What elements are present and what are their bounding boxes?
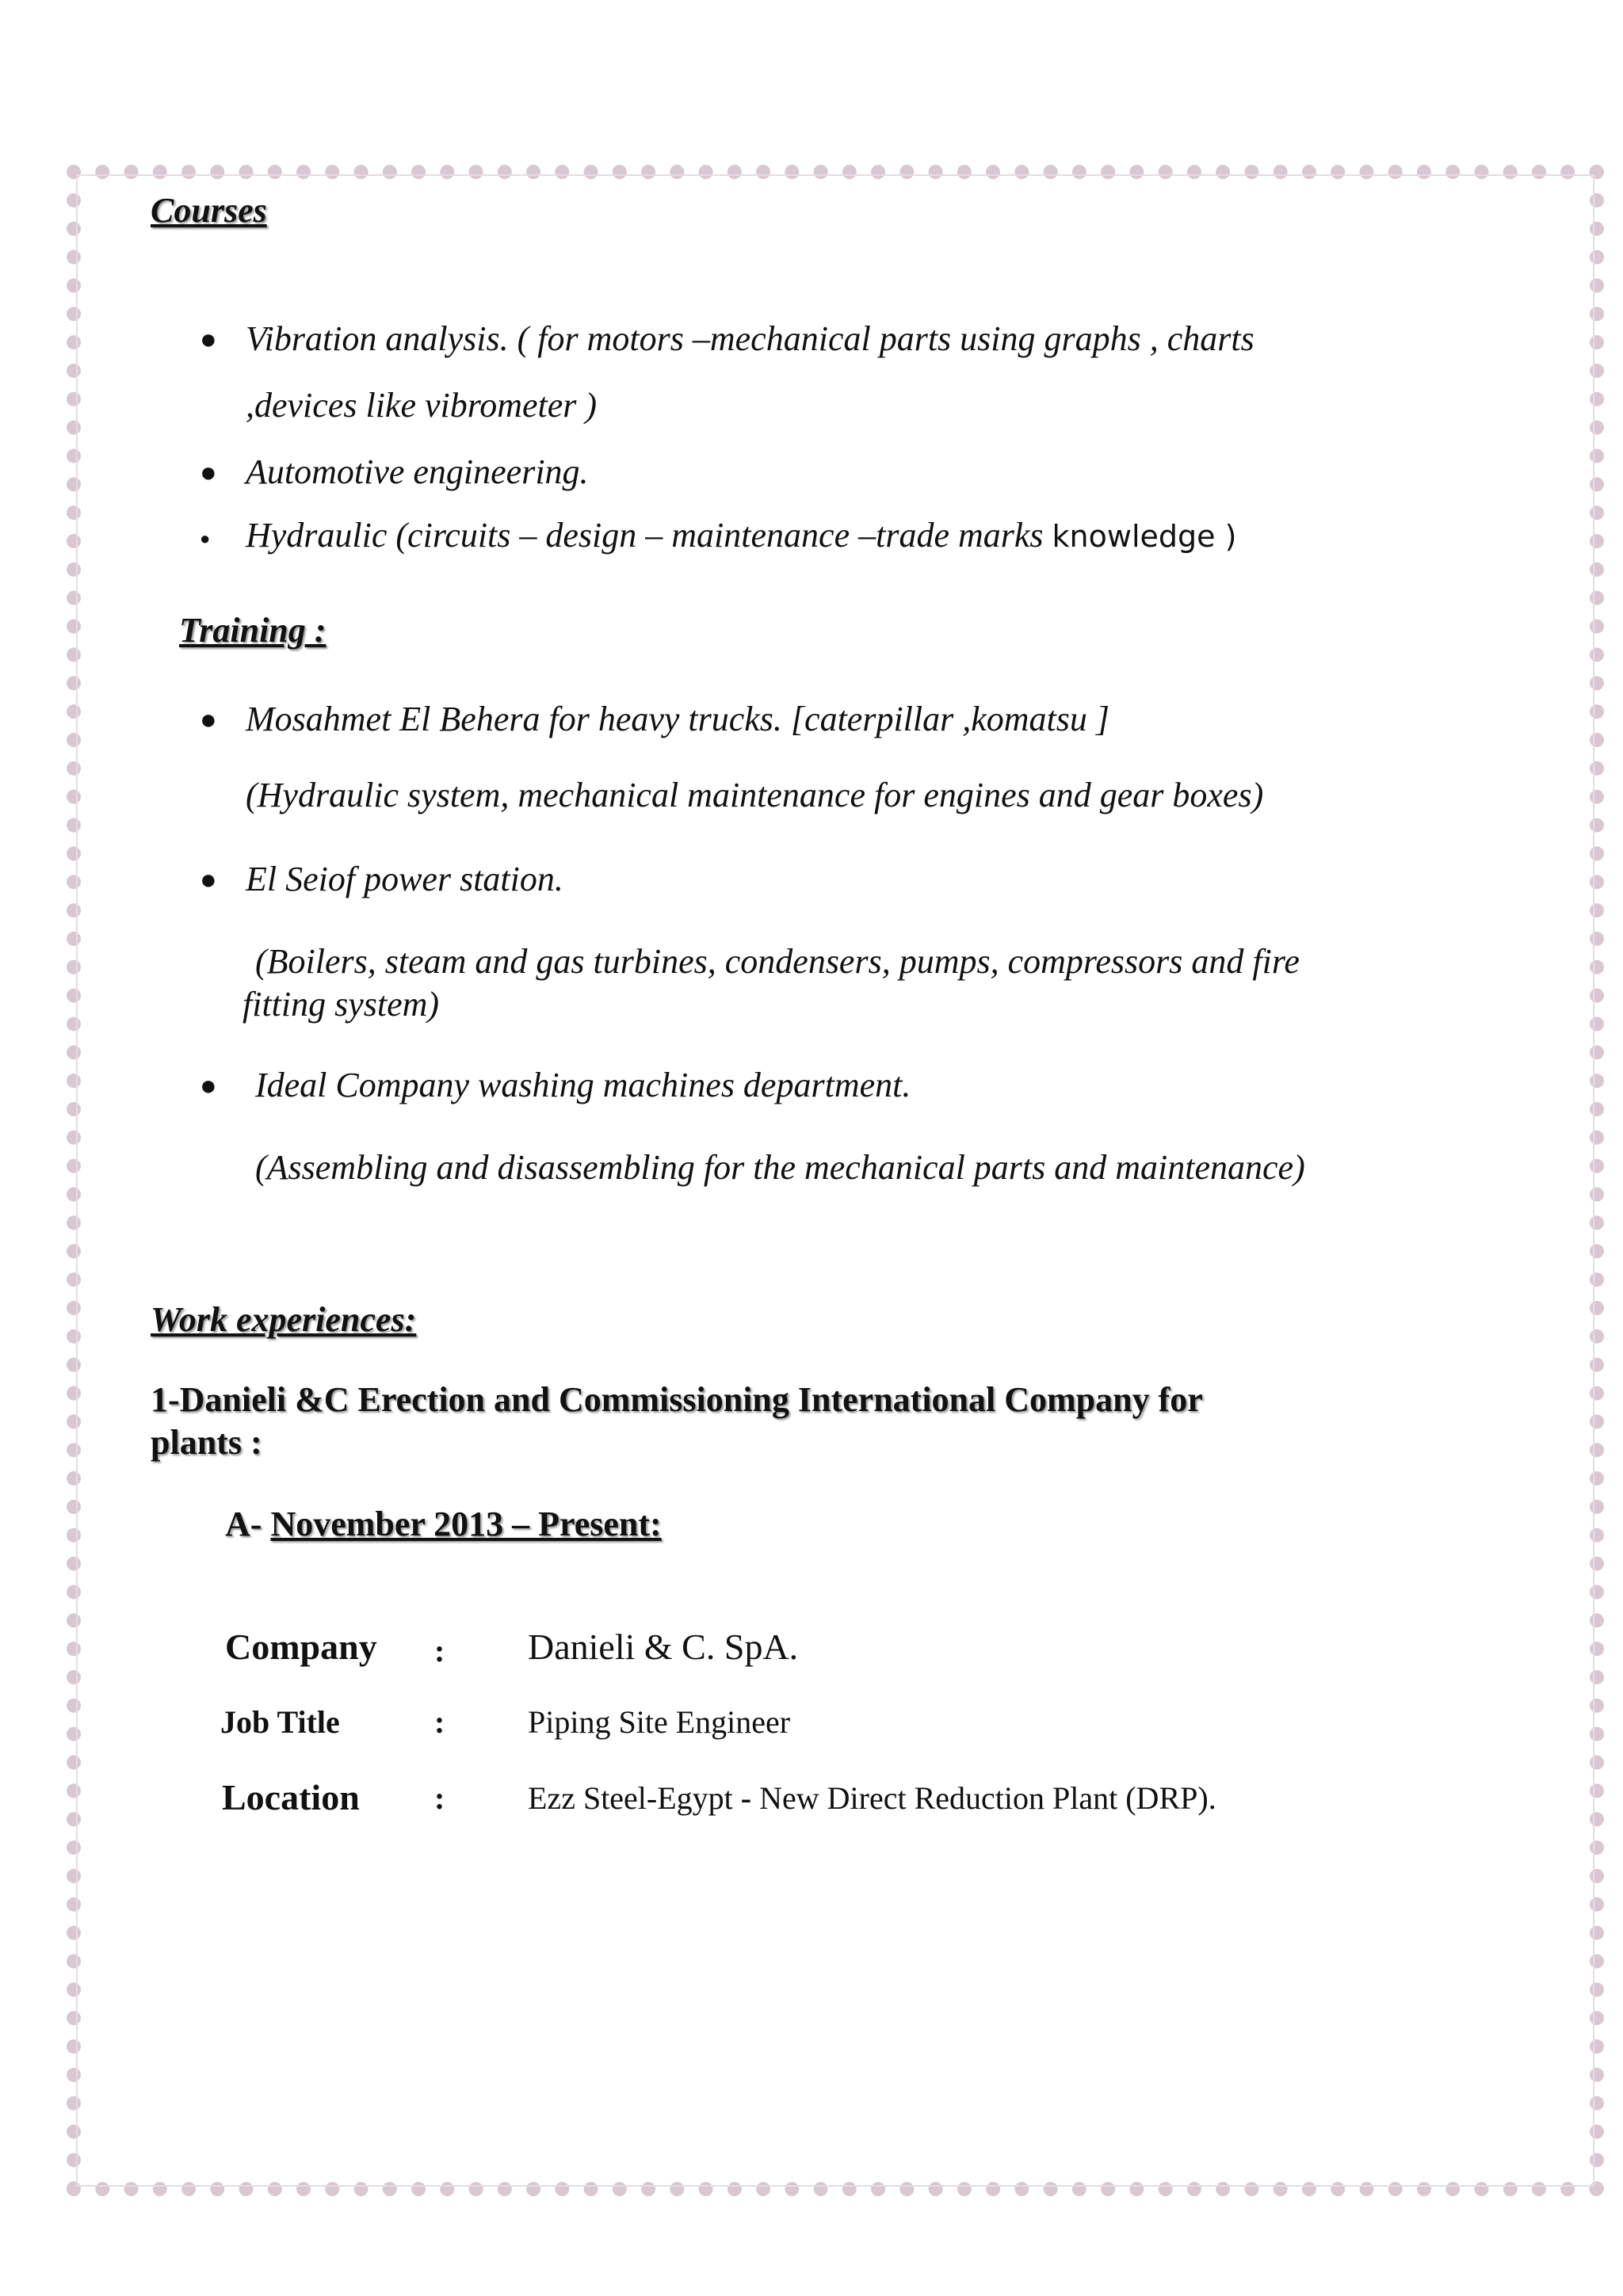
bullet-icon: ● <box>200 1070 217 1101</box>
course-item-text: Automotive engineering. <box>246 452 589 491</box>
detail-label: Company <box>225 1627 377 1667</box>
course-item-continuation: ,devices like vibrometer ) <box>246 386 598 425</box>
period-prefix: A- <box>225 1505 271 1543</box>
bullet-icon: ● <box>200 323 217 355</box>
detail-colon: : <box>434 1780 445 1816</box>
training-item-detail: (Hydraulic system, mechanical maintenance for engines and gear boxes) <box>246 776 1264 814</box>
location-plant: New Direct Reduction Plant (DRP). <box>759 1780 1216 1816</box>
bullet-icon: ● <box>200 704 217 735</box>
location-separator: - <box>732 1780 760 1816</box>
employment-period <box>225 1504 662 1544</box>
training-heading: Training : <box>179 611 327 650</box>
training-item-title: Ideal Company washing machines department. <box>255 1066 911 1104</box>
employer-heading-line2: plants : <box>151 1423 262 1462</box>
detail-value <box>528 1779 1216 1817</box>
location-site: Ezz Steel-Egypt <box>528 1780 733 1816</box>
detail-value: Piping Site Engineer <box>528 1704 791 1740</box>
course-item-text: Vibration analysis. ( for motors –mechanical parts using graphs , charts <box>246 319 1254 358</box>
employer-heading-line1: 1-Danieli &C Erection and Commissioning International Company for <box>151 1380 1203 1419</box>
detail-value: Danieli & C. SpA. <box>528 1627 799 1667</box>
course-item-main: Hydraulic (circuits – design – maintenance –trade marks <box>246 516 1052 555</box>
courses-heading: Courses <box>151 191 267 230</box>
detail-label: Job Title <box>220 1704 340 1740</box>
bullet-icon: ● <box>200 864 217 895</box>
bullet-icon: ● <box>200 528 211 548</box>
bullet-icon: ● <box>200 456 217 488</box>
training-item-detail: (Assembling and disassembling for the mechanical parts and maintenance) <box>255 1148 1305 1187</box>
detail-colon: : <box>434 1704 445 1740</box>
period-dates: November 2013 – Present: <box>270 1505 662 1543</box>
training-item-detail-continuation: fitting system) <box>242 985 440 1024</box>
employer-heading <box>151 1379 1203 1464</box>
course-item-suffix: knowledge ) <box>1052 519 1237 554</box>
training-item-detail: (Boilers, steam and gas turbines, condensers, pumps, compressors and fire <box>255 942 1300 981</box>
course-item-text <box>246 504 1236 568</box>
training-item-title: Mosahmet El Behera for heavy trucks. [caterpillar ,komatsu ] <box>246 700 1110 738</box>
detail-colon: : <box>434 1633 445 1669</box>
training-item-title: El Seiof power station. <box>246 860 563 898</box>
detail-label: Location <box>222 1777 360 1817</box>
work-experiences-heading: Work experiences: <box>151 1300 417 1339</box>
